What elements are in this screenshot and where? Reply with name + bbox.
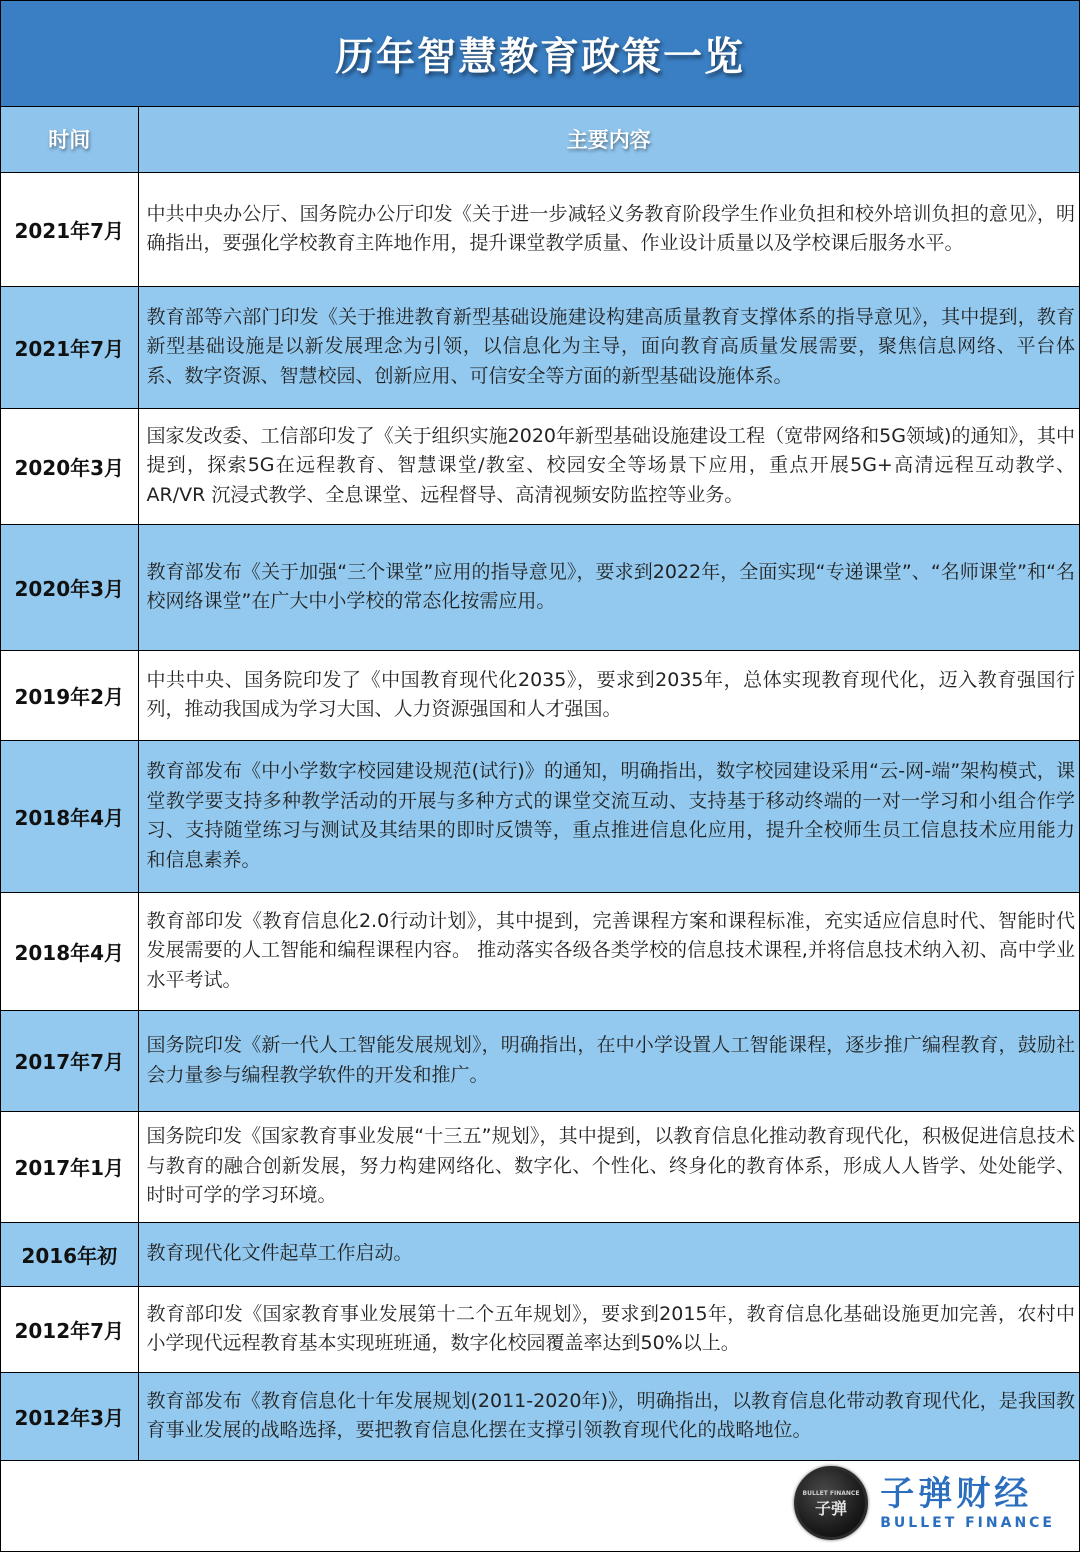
table-row: [1, 524, 1079, 650]
row-date: 2019年2月: [1, 650, 138, 740]
row-content: 教育现代化文件起草工作启动。: [138, 1222, 1079, 1286]
row-content: 教育部等六部门印发《关于推进教育新型基础设施建设构建高质量教育支撑体系的指导意见》，其中提到，教育新型基础设施是以新发展理念为引领，以信息化为主导，面向教育高质量发展需要，聚焦信息网络、平台体系、数字资源、智慧校园、创新应用、可信安全等方面的新型基础设施体系。: [138, 286, 1079, 408]
svg-text:BULLET FINANCE: BULLET FINANCE: [802, 1490, 860, 1497]
row-content: 中共中央、国务院印发了《中国教育现代化2035》，要求到2035年，总体实现教育现代化，迈入教育强国行列，推动我国成为学习大国、人力资源强国和人才强国。: [138, 650, 1079, 740]
row-content: 教育部印发《国家教育事业发展第十二个五年规划》，要求到2015年，教育信息化基础设施更加完善，农村中小学现代远程教育基本实现班班通，数字化校园覆盖率达到50%以上。: [138, 1286, 1079, 1372]
row-content: 教育部印发《教育信息化2.0行动计划》，其中提到，完善课程方案和课程标准，充实适应信息时代、智能时代发展需要的人工智能和编程课程内容。 推动落实各级各类学校的信息技术课程,并将信息技术纳入初、高中学业水平考试。: [138, 892, 1079, 1010]
brand-badge-mark: [801, 1483, 861, 1523]
row-content: 国务院印发《国家教育事业发展“十三五”规划》，其中提到，以教育信息化推动教育现代化，积极促进信息技术与教育的融合创新发展，努力构建网络化、数字化、个性化、终身化的教育体系，形成人人皆学、处处能学、时时可学的学习环境。: [138, 1111, 1079, 1222]
brand-name-cn: 子弹财经: [880, 1474, 1033, 1514]
row-date: 2020年3月: [1, 408, 138, 524]
row-content: 中共中央办公厅、国务院办公厅印发《关于进一步减轻义务教育阶段学生作业负担和校外培训负担的意见》，明确指出，要强化学校教育主阵地作用，提升课堂教学质量、作业设计质量以及学校课后服务水平。: [138, 172, 1079, 286]
row-date: 2021年7月: [1, 286, 138, 408]
table-row: [1, 1010, 1079, 1111]
row-content: 国家发改委、工信部印发了《关于组织实施2020年新型基础设施建设工程（宽带网络和5G领域)的通知》，其中提到，探索5G在远程教育、智慧课堂/教室、校园安全等场景下应用，重点开展5G+高清远程互动教学、AR/VR 沉浸式教学、全息课堂、远程督导、高清视频安防监控等业务。: [138, 408, 1079, 524]
row-content: 教育部发布《关于加强“三个课堂”应用的指导意见》，要求到2022年，全面实现“专递课堂”、“名师课堂”和“名校网络课堂”在广大中小学校的常态化按需应用。: [138, 524, 1079, 650]
table-row: [1, 1222, 1079, 1286]
footer: [1, 1455, 1079, 1551]
brand-name-en: BULLET FINANCE: [880, 1515, 1055, 1531]
title-bar: [1, 1, 1079, 107]
brand-text: [880, 1474, 1055, 1532]
brand-logo: [794, 1467, 1055, 1539]
column-header-content: 主要内容: [138, 107, 1079, 172]
column-header-date: 时间: [1, 107, 138, 172]
policy-table: [1, 107, 1079, 1461]
row-content: 国务院印发《新一代人工智能发展规划》，明确指出，在中小学设置人工智能课程，逐步推广编程教育，鼓励社会力量参与编程教学软件的开发和推广。: [138, 1010, 1079, 1111]
row-date: 2018年4月: [1, 892, 138, 1010]
row-date: 2012年7月: [1, 1286, 138, 1372]
table-row: [1, 892, 1079, 1010]
row-content: 教育部发布《中小学数字校园建设规范(试行)》的通知，明确指出，数字校园建设采用“云-网-端”架构模式，课堂教学要支持多种教学活动的开展与多种方式的课堂交流互动、支持基于移动终端的一对一学习和小组合作学习、支持随堂练习与测试及其结果的即时反馈等，重点推进信息化应用，提升全校师生员工信息技术应用能力和信息素养。: [138, 740, 1079, 892]
table-row: [1, 740, 1079, 892]
row-date: 2020年3月: [1, 524, 138, 650]
row-date: 2017年7月: [1, 1010, 138, 1111]
row-date: 2018年4月: [1, 740, 138, 892]
row-date: 2021年7月: [1, 172, 138, 286]
table-row: [1, 286, 1079, 408]
table-row: [1, 1286, 1079, 1372]
svg-text:子弹: 子弹: [815, 1499, 848, 1518]
brand-badge-icon: [794, 1466, 868, 1540]
table-header-row: [1, 107, 1079, 172]
row-date: 2016年初: [1, 1222, 138, 1286]
row-content: 教育部发布《教育信息化十年发展规划(2011-2020年)》，明确指出，以教育信息化带动教育现代化，是我国教育事业发展的战略选择，要把教育信息化摆在支撑引领教育现代化的战略地位。: [138, 1372, 1079, 1460]
table-row: [1, 172, 1079, 286]
table-row: [1, 1111, 1079, 1222]
table-row: [1, 1372, 1079, 1460]
page-title: 历年智慧教育政策一览: [334, 34, 745, 80]
table-row: [1, 650, 1079, 740]
row-date: 2012年3月: [1, 1372, 138, 1460]
table-row: [1, 408, 1079, 524]
row-date: 2017年1月: [1, 1111, 138, 1222]
